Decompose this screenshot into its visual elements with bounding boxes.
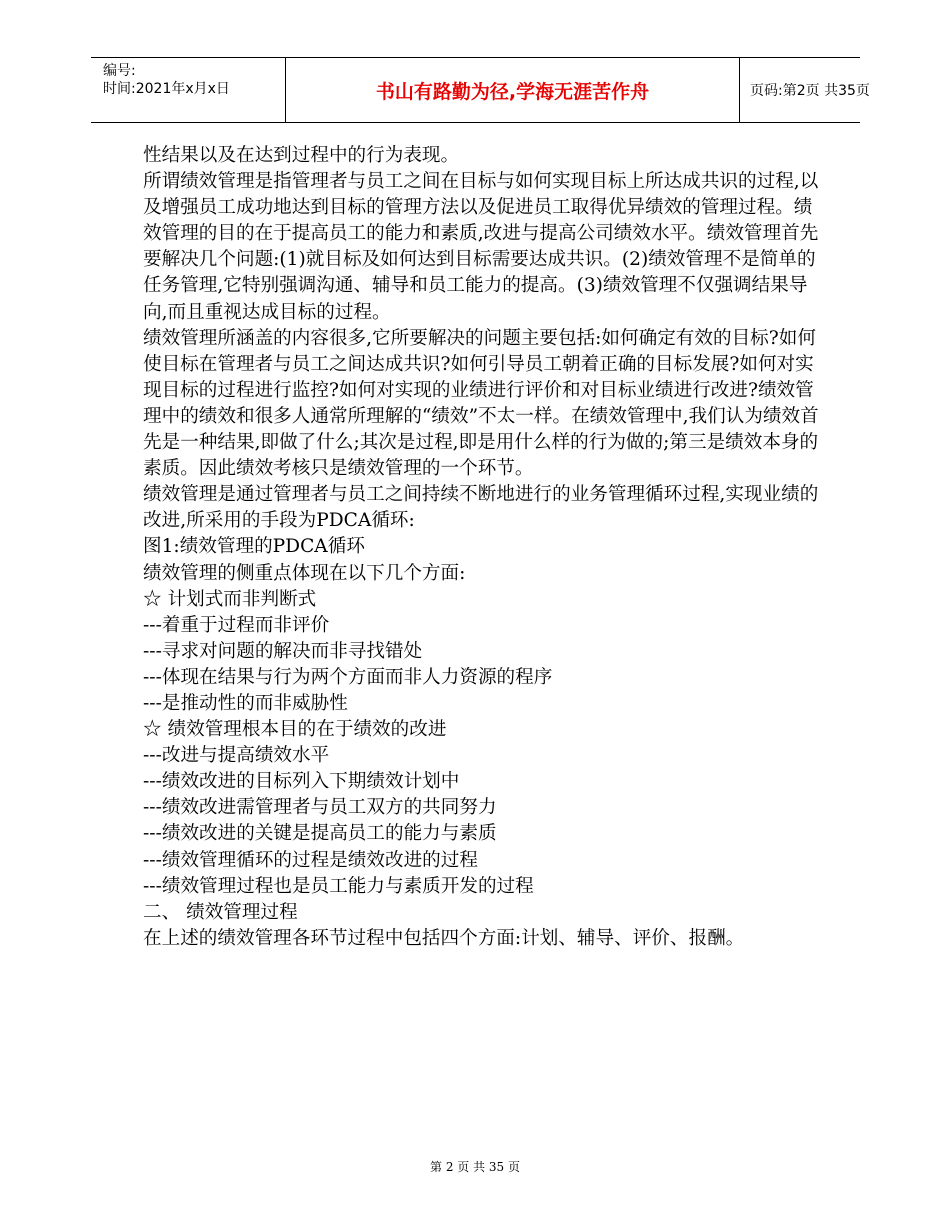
header-page-info: 页码:第2页 共35页 xyxy=(750,83,870,99)
list-item: ---改进与提高绩效水平 xyxy=(143,745,330,767)
list-item: ---绩效管理过程也是员工能力与素质开发的过程 xyxy=(143,875,534,897)
list-item: ---是推动性的而非威胁性 xyxy=(143,692,348,714)
paragraph: 绩效管理所涵盖的内容很多,它所要解决的问题主要包括:如何确定有效的目标?如何使目标在管理者与员工之间达成共识?如何引导员工朝着正确的目标发展?如何对实现目标的过程进行监控?如何对实现的业绩进行评价和对目标业绩进行改进?绩效管理中的绩效和很多人通常所理解的“绩效”不太一样。在绩效管理中,我们认为绩效首先是一种结果,即做了什么;其次是过程,即是用什么样的行为做的;第三是绩效本身的素质。因此绩效考核只是绩效管理的一个环节。 xyxy=(143,327,819,480)
list-item: ---着重于过程而非评价 xyxy=(143,614,330,636)
document-number-label: 编号: xyxy=(103,63,136,79)
list-heading: ☆ 计划式而非判断式 xyxy=(143,588,317,610)
paragraph: 绩效管理是通过管理者与员工之间持续不断地进行的业务管理循环过程,实现业绩的改进,所采用的手段为PDCA循环: xyxy=(143,484,819,532)
figure-caption: 图1:绩效管理的PDCA循环 xyxy=(143,536,365,558)
header-motto: 书山有路勤为径,学海无涯苦作舟 xyxy=(285,58,740,122)
page-footer: 第 2 页 共 35 页 xyxy=(430,1160,520,1174)
paragraph: 绩效管理的侧重点体现在以下几个方面: xyxy=(143,562,466,584)
list-item: ---绩效管理循环的过程是绩效改进的过程 xyxy=(143,849,478,871)
list-item: ---寻求对问题的解决而非寻找错处 xyxy=(143,640,423,662)
document-body xyxy=(143,143,823,952)
document-time-label: 时间:2021年x月x日 xyxy=(103,81,230,97)
list-heading: ☆ 绩效管理根本目的在于绩效的改进 xyxy=(143,719,447,741)
paragraph: 所谓绩效管理是指管理者与员工之间在目标与如何实现目标上所达成共识的过程,以及增强员工成功地达到目标的管理方法以及促进员工取得优异绩效的管理过程。绩效管理的目的在于提高员工的能力和素质,改进与提高公司绩效水平。绩效管理首先要解决几个问题:(1)就目标及如何达到目标需要达成共识。(2)绩效管理不是简单的任务管理,它特别强调沟通、辅导和员工能力的提高。(3)绩效管理不仅强调结果导向,而且重视达成目标的过程。 xyxy=(143,171,819,323)
list-item: ---体现在结果与行为两个方面而非人力资源的程序 xyxy=(143,666,553,688)
paragraph: 性结果以及在达到过程中的行为表现。 xyxy=(143,145,460,166)
list-item: ---绩效改进的目标列入下期绩效计划中 xyxy=(143,771,460,793)
list-item: ---绩效改进的关键是提高员工的能力与素质 xyxy=(143,823,497,845)
section-heading: 二、 绩效管理过程 xyxy=(143,901,298,923)
header-meta xyxy=(91,58,285,122)
page-header xyxy=(91,57,870,123)
paragraph: 在上述的绩效管理各环节过程中包括四个方面:计划、辅导、评价、报酬。 xyxy=(143,927,745,949)
list-item: ---绩效改进需管理者与员工双方的共同努力 xyxy=(143,797,497,819)
